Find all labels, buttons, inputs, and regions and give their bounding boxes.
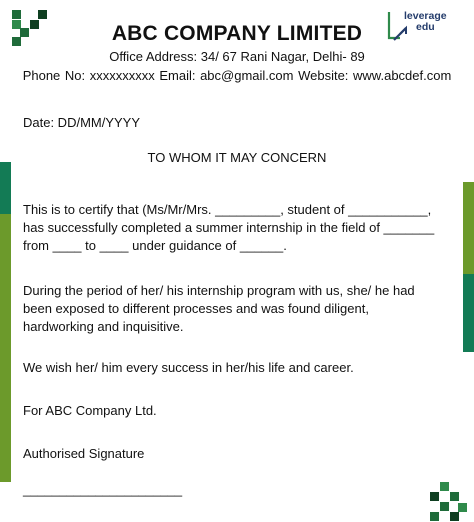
closing-company: For ABC Company Ltd. [23,403,157,418]
paragraph-wishes: We wish her/ him every success in her/his life and career. [23,360,354,375]
square-icon [430,512,439,521]
paragraph-internship-period: During the period of her/ his internship program with us, she/ he had been exposed to different processes and was found diligent, hardworking and inquisitive. [23,283,415,334]
signature-line: ______________________ [23,482,183,497]
square-icon [38,10,47,19]
signature-label: Authorised Signature [23,446,145,461]
left-accent-bar-top [0,162,11,214]
square-icon [450,512,459,521]
square-icon [12,10,21,19]
logo-text-edu: edu [416,21,435,33]
square-icon [440,482,449,491]
square-icon [440,502,449,511]
square-icon [458,503,467,512]
right-accent-bar-bottom [463,274,474,352]
letter-date: Date: DD/MM/YYYY [23,115,141,130]
letter-subject: TO WHOM IT MAY CONCERN [147,150,327,165]
company-name: ABC COMPANY LIMITED [111,22,363,45]
square-icon [450,492,459,501]
logo-text-leverage: leverage [404,10,447,22]
right-accent-bar-top [463,182,474,274]
paragraph-certify: This is to certify that (Ms/Mr/Mrs. _________, student of ___________, has successfully completed a summer internship in the field of _______ from ____ to ____ under guidance of ______. [23,202,435,253]
left-accent-bar-bottom [0,214,11,482]
office-address: Office Address: 34/ 67 Rani Nagar, Delhi- 89 [109,49,365,64]
contact-details: Phone No: xxxxxxxxxx Email: abc@gmail.com Website: www.abcdef.com [22,68,452,83]
square-icon [430,492,439,501]
